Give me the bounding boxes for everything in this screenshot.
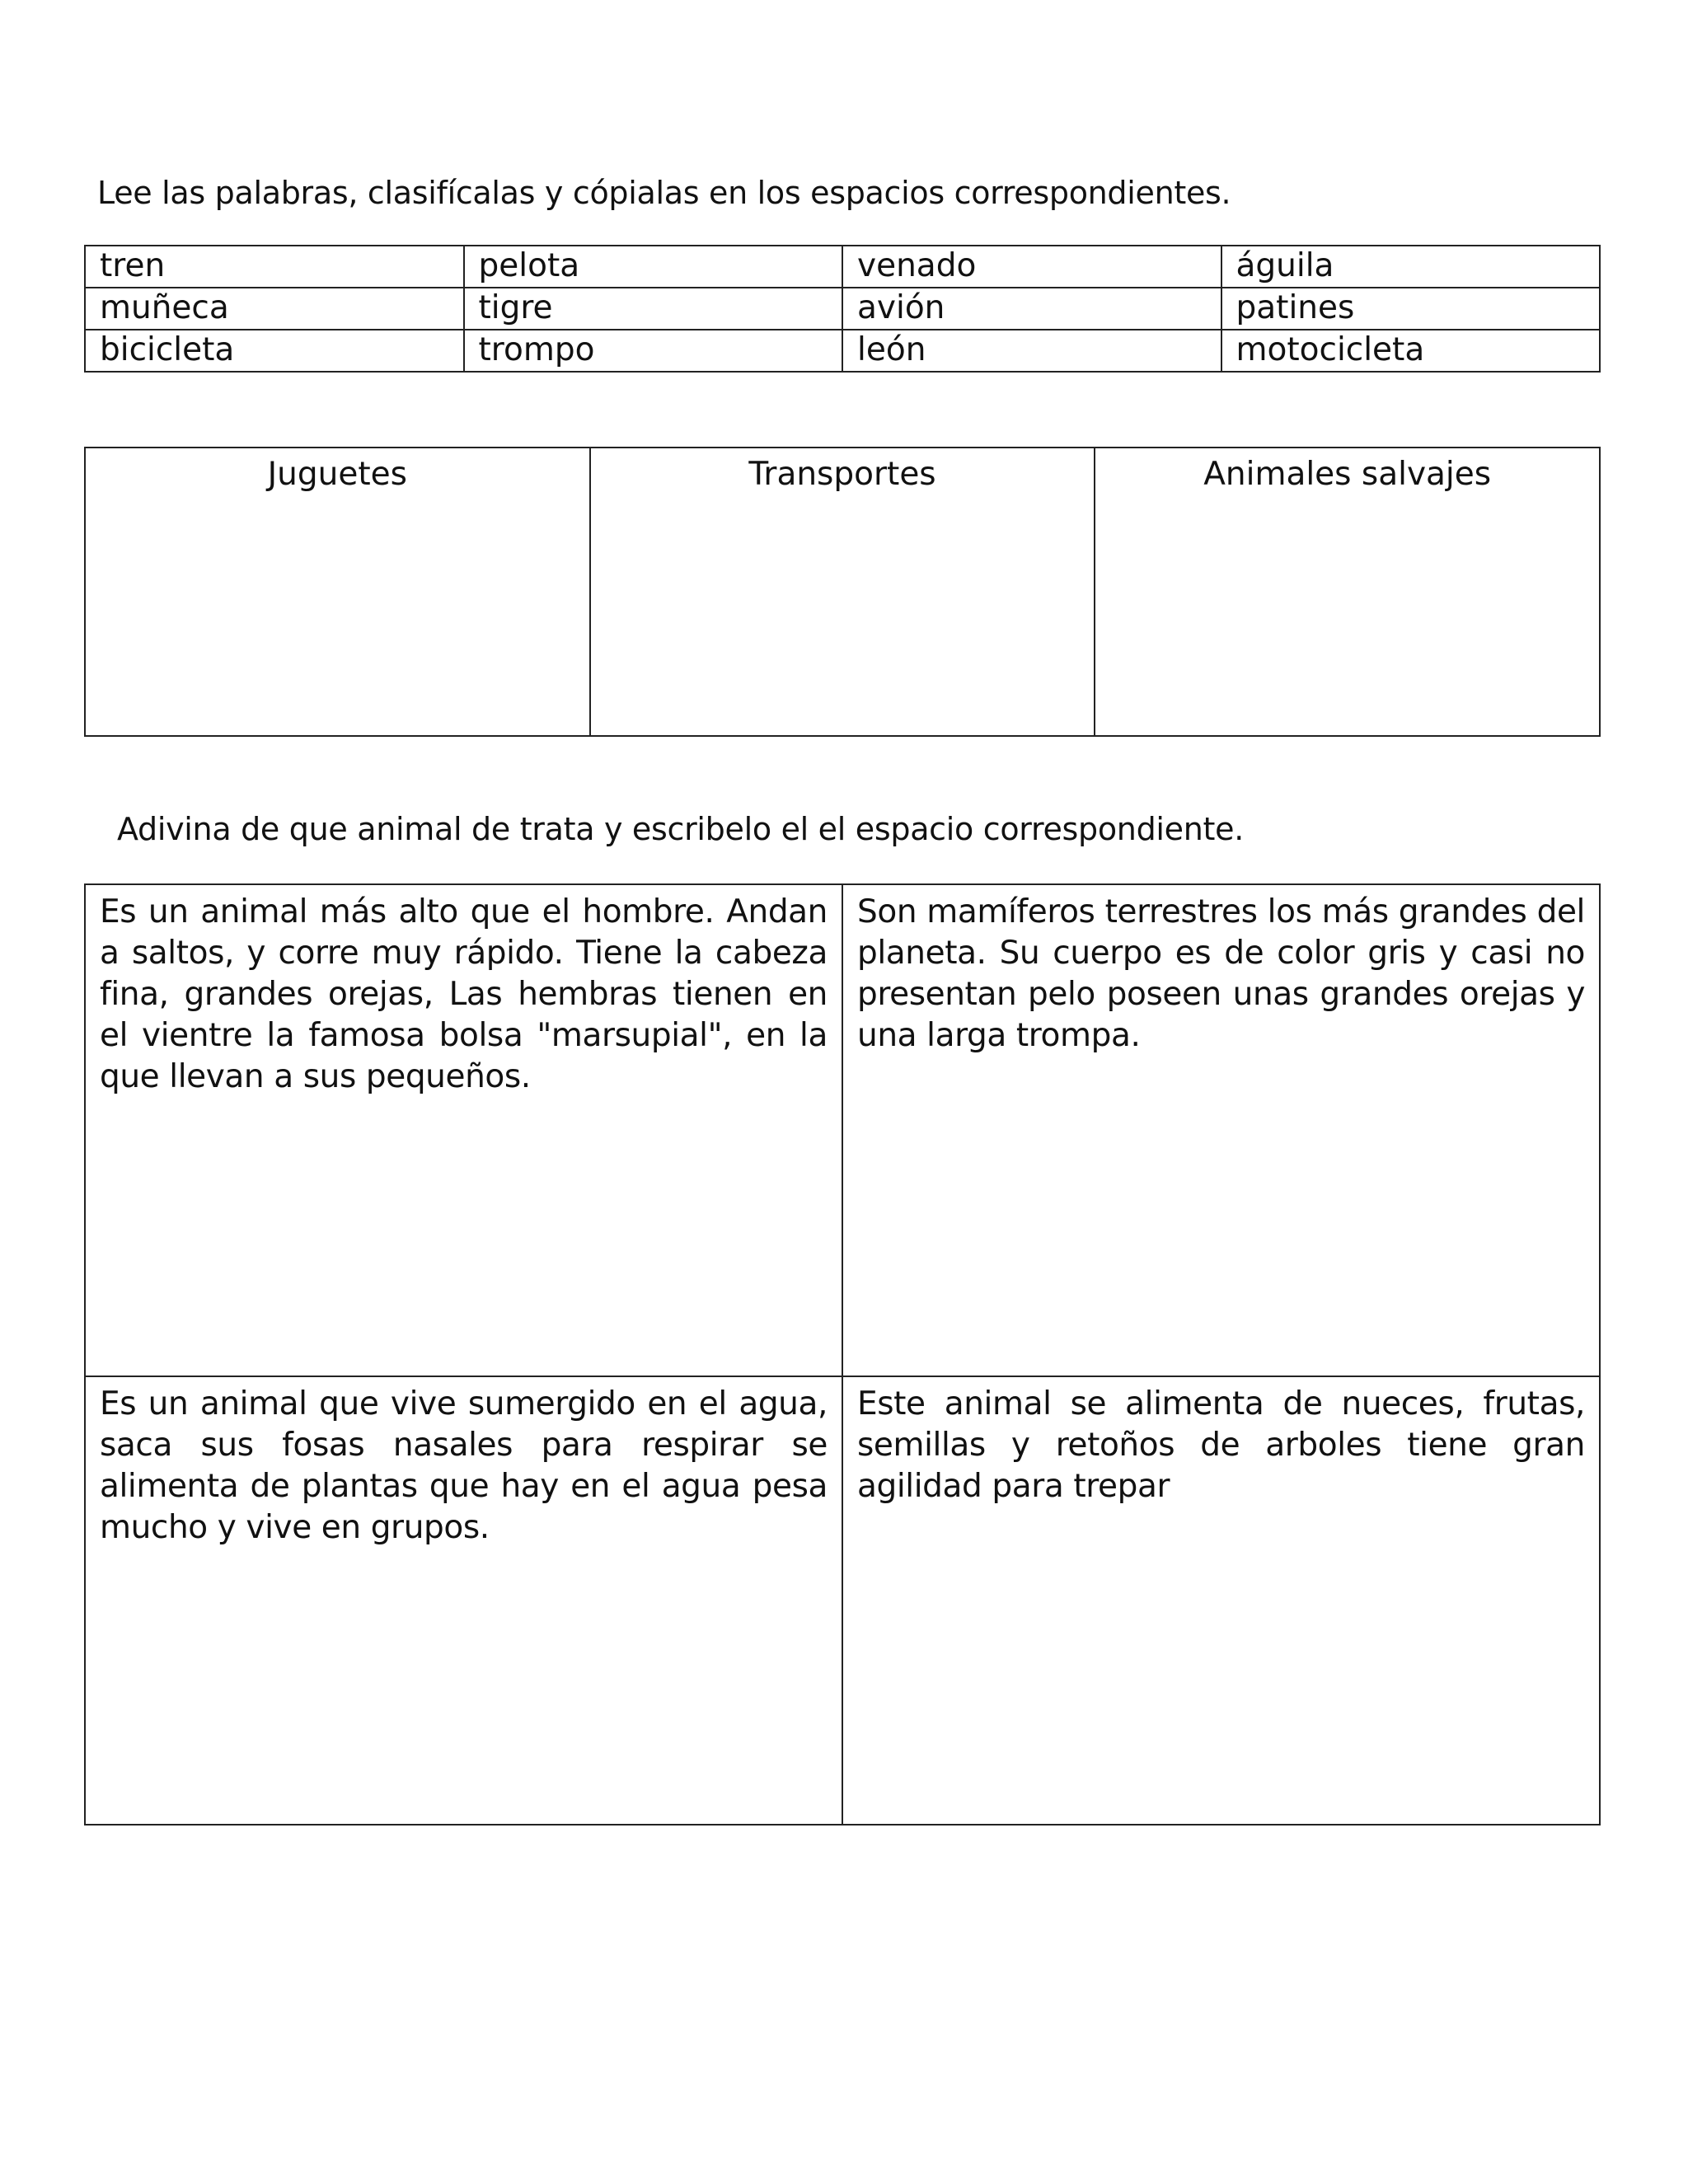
word-cell: tren — [85, 246, 464, 288]
riddle-cell-kangaroo[interactable]: Es un animal más alto que el hombre. Andan a saltos, y corre muy rápido. Tiene la cabeza fina, grandes orejas, Las hembras tienen en el vientre la famosa bolsa "marsupial", en la que llevan a sus pequeños. — [85, 884, 842, 1376]
table-row — [85, 246, 1600, 288]
riddle-cell-squirrel[interactable]: Este animal se alimenta de nueces, frutas, semillas y retoños de arboles tiene gran agilidad para trepar — [842, 1376, 1600, 1825]
word-cell: bicicleta — [85, 330, 464, 372]
word-cell: muñeca — [85, 288, 464, 330]
instruction-classify: Lee las palabras, clasifícalas y cópialas en los espacios correspondientes. — [97, 175, 1231, 211]
word-cell: pelota — [464, 246, 843, 288]
category-wild-animals-box[interactable]: Animales salvajes — [1095, 448, 1600, 736]
word-cell: motocicleta — [1221, 330, 1601, 372]
riddle-cell-hippo[interactable]: Es un animal que vive sumergido en el agua, saca sus fosas nasales para respirar se alimenta de plantas que hay en el agua pesa mucho y vive en grupos. — [85, 1376, 842, 1825]
word-cell: trompo — [464, 330, 843, 372]
word-cell: avión — [842, 288, 1221, 330]
table-row — [85, 884, 1600, 1376]
word-cell: águila — [1221, 246, 1601, 288]
word-cell: león — [842, 330, 1221, 372]
table-row — [85, 330, 1600, 372]
instruction-riddles: Adivina de que animal de trata y escribelo el el espacio correspondiente. — [117, 811, 1244, 847]
riddles-table — [84, 883, 1601, 1825]
word-cell: patines — [1221, 288, 1601, 330]
word-cell: tigre — [464, 288, 843, 330]
category-transport-box[interactable]: Transportes — [590, 448, 1095, 736]
classification-table — [84, 447, 1601, 737]
category-toys-box[interactable]: Juguetes — [85, 448, 590, 736]
table-row — [85, 288, 1600, 330]
word-cell: venado — [842, 246, 1221, 288]
word-list-table — [84, 245, 1601, 373]
table-row — [85, 448, 1600, 736]
riddle-cell-elephant[interactable]: Son mamíferos terrestres los más grandes del planeta. Su cuerpo es de color gris y casi no presentan pelo poseen unas grandes orejas y una larga trompa. — [842, 884, 1600, 1376]
table-row — [85, 1376, 1600, 1825]
